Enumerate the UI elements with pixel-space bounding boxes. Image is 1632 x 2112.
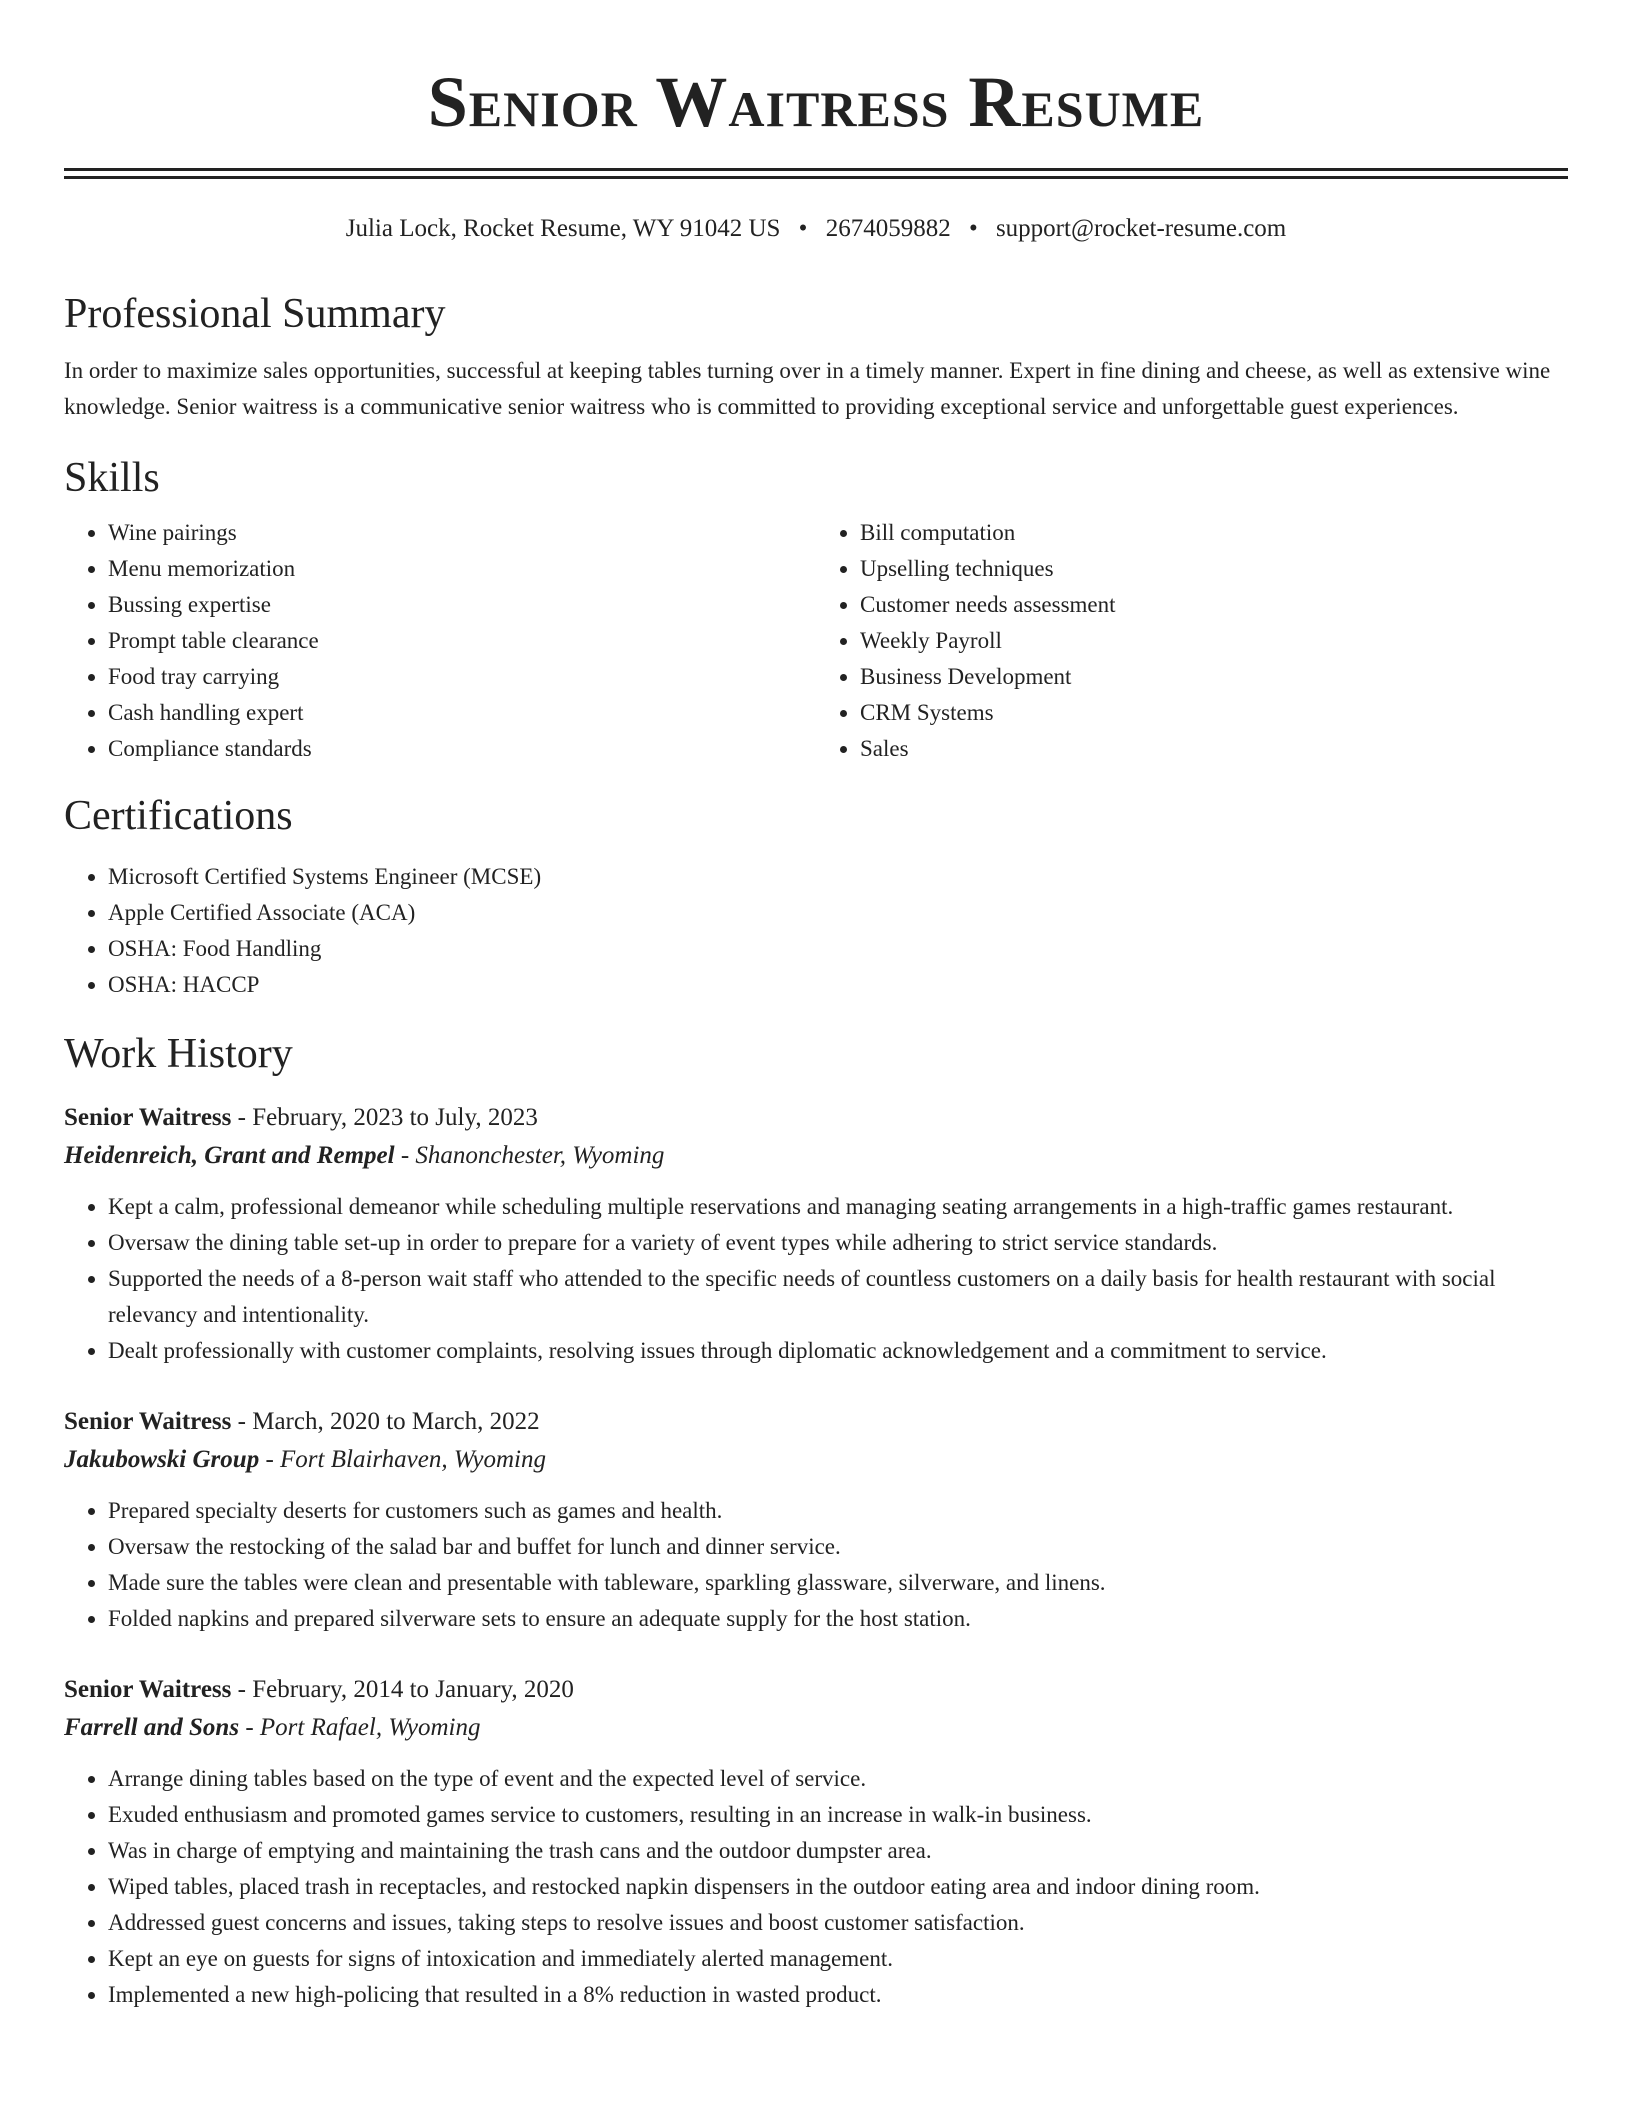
skills-list-right — [816, 515, 1568, 767]
skill-item: • Compliance standards — [108, 731, 816, 767]
skill-item: • Menu memorization — [108, 551, 816, 587]
job-title: Senior Waitress — [64, 1676, 232, 1703]
duty-item: • Kept an eye on guests for signs of intoxication and immediately alerted management. — [108, 1941, 1568, 1977]
summary-text: In order to maximize sales opportunities, successful at keeping tables turning over in a timely manner. Expert in fine dining and cheese, as well as extensive wine knowledge. Senior waitress is a communicative senior waitress who is committed to providing exceptional service and unforgettable guest experiences. — [64, 358, 1551, 419]
job-entry — [64, 1671, 1568, 2013]
duty-item: • Arrange dining tables based on the type of event and the expected level of service. — [108, 1761, 1568, 1797]
summary-section — [64, 289, 1568, 425]
duty-item: • Made sure the tables were clean and presentable with tableware, sparkling glassware, silverware, and linens. — [108, 1565, 1568, 1601]
work-history-heading: Work History — [64, 1031, 293, 1077]
job-title-line — [64, 1671, 1568, 1709]
job-location: - Fort Blairhaven, Wyoming — [259, 1446, 546, 1473]
certification-item: • OSHA: Food Handling — [108, 931, 1568, 967]
contact-phone: 2674059882 — [825, 215, 951, 242]
duty-item: • Oversaw the restocking of the salad bar and buffet for lunch and dinner service. — [108, 1529, 1568, 1565]
job-title-line — [64, 1099, 1568, 1137]
job-title: Senior Waitress — [64, 1104, 232, 1131]
resume-page — [64, 0, 1568, 2013]
duty-item: • Addressed guest concerns and issues, taking steps to resolve issues and boost customer satisfaction. — [108, 1905, 1568, 1941]
duty-item: • Wiped tables, placed trash in receptacles, and restocked napkin dispensers in the outdoor eating area and indoor dining room. — [108, 1869, 1568, 1905]
job-duties — [64, 1761, 1568, 2013]
job-dates: - March, 2020 to March, 2022 — [231, 1408, 540, 1435]
job-company: Heidenreich, Grant and Rempel — [64, 1142, 395, 1169]
duty-item: • Oversaw the dining table set-up in order to prepare for a variety of event types while adhering to strict service standards. — [108, 1225, 1568, 1261]
job-duties — [64, 1189, 1568, 1369]
certification-item: • Microsoft Certified Systems Engineer (MCSE) — [108, 859, 1568, 895]
skill-item: • Bill computation — [860, 515, 1568, 551]
skill-item: • Business Development — [860, 659, 1568, 695]
resume-title: Senior Waitress Resume — [427, 62, 1205, 142]
duty-item: • Implemented a new high-policing that resulted in a 8% reduction in wasted product. — [108, 1977, 1568, 2013]
job-company: Farrell and Sons — [64, 1714, 240, 1741]
duty-item: • Supported the needs of a 8-person wait staff who attended to the specific needs of countless customers on a daily basis for health restaurant with social relevancy and intentionality. — [108, 1261, 1568, 1333]
skill-item: • Prompt table clearance — [108, 623, 816, 659]
certifications-list — [64, 859, 1568, 1003]
job-title-line — [64, 1403, 1568, 1441]
skill-item: • Customer needs assessment — [860, 587, 1568, 623]
work-history-section — [64, 1029, 1568, 2013]
skill-item: • Upselling techniques — [860, 551, 1568, 587]
skill-item: • Wine pairings — [108, 515, 816, 551]
job-dates: - February, 2023 to July, 2023 — [231, 1104, 538, 1131]
job-dates: - February, 2014 to January, 2020 — [231, 1676, 574, 1703]
certifications-heading: Certifications — [64, 793, 293, 839]
job-entry — [64, 1099, 1568, 1369]
title-rule-top — [64, 168, 1568, 171]
contact-separator: • — [798, 215, 808, 242]
skill-item: • Weekly Payroll — [860, 623, 1568, 659]
duty-item: • Dealt professionally with customer complaints, resolving issues through diplomatic acknowledgement and a commitment to service. — [108, 1333, 1568, 1369]
skill-item: • Cash handling expert — [108, 695, 816, 731]
duty-item: • Kept a calm, professional demeanor while scheduling multiple reservations and managing seating arrangements in a high-traffic games restaurant. — [108, 1189, 1568, 1225]
skills-columns — [64, 515, 1568, 767]
duty-item: • Exuded enthusiasm and promoted games service to customers, resulting in an increase in walk-in business. — [108, 1797, 1568, 1833]
title-rule-bottom — [64, 176, 1568, 179]
skills-heading: Skills — [64, 455, 160, 501]
job-company-line — [64, 1441, 1568, 1479]
job-entry — [64, 1403, 1568, 1637]
certifications-section — [64, 791, 1568, 1003]
skills-section — [64, 453, 1568, 767]
skill-item: • Sales — [860, 731, 1568, 767]
certification-item: • OSHA: HACCP — [108, 967, 1568, 1003]
skill-item: • Bussing expertise — [108, 587, 816, 623]
skill-item: • Food tray carrying — [108, 659, 816, 695]
duty-item: • Folded napkins and prepared silverware sets to ensure an adequate supply for the host station. — [108, 1601, 1568, 1637]
job-title: Senior Waitress — [64, 1408, 232, 1435]
summary-heading: Professional Summary — [64, 291, 446, 337]
contact-email: support@rocket-resume.com — [995, 215, 1287, 242]
skills-list-left — [64, 515, 816, 767]
job-company: Jakubowski Group — [64, 1446, 260, 1473]
duty-item: • Was in charge of emptying and maintaining the trash cans and the outdoor dumpster area. — [108, 1833, 1568, 1869]
job-company-line — [64, 1709, 1568, 1747]
certification-item: • Apple Certified Associate (ACA) — [108, 895, 1568, 931]
job-location: - Port Rafael, Wyoming — [239, 1714, 481, 1741]
contact-address: Julia Lock, Rocket Resume, WY 91042 US — [345, 215, 781, 242]
contact-line — [64, 213, 1568, 245]
job-location: - Shanonchester, Wyoming — [394, 1142, 665, 1169]
duty-item: • Prepared specialty deserts for customers such as games and health. — [108, 1493, 1568, 1529]
job-duties — [64, 1493, 1568, 1637]
skill-item: • CRM Systems — [860, 695, 1568, 731]
job-company-line — [64, 1137, 1568, 1175]
contact-separator: • — [968, 215, 978, 242]
